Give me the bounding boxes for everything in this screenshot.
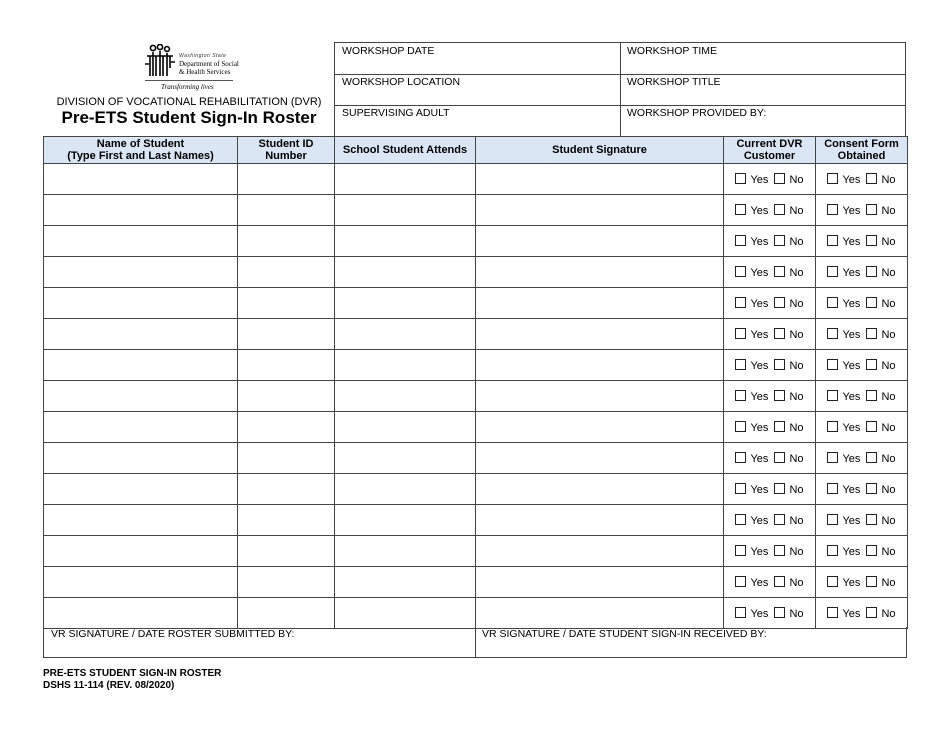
no-label: No xyxy=(881,576,896,589)
yes-checkbox[interactable] xyxy=(827,514,838,525)
yes-checkbox[interactable] xyxy=(735,266,746,277)
yes-checkbox[interactable] xyxy=(827,607,838,618)
no-checkbox[interactable] xyxy=(866,421,877,432)
yes-label: Yes xyxy=(842,607,861,620)
dvr-customer-choice xyxy=(724,567,816,598)
student-name-input[interactable] xyxy=(44,381,238,412)
signature-input[interactable] xyxy=(476,257,724,288)
no-checkbox[interactable] xyxy=(866,235,877,246)
consent-form-choice xyxy=(816,257,908,288)
yes-label: Yes xyxy=(750,266,769,279)
yes-label: Yes xyxy=(750,576,769,589)
table-row xyxy=(44,567,908,598)
school-input[interactable] xyxy=(335,195,476,226)
yes-label: Yes xyxy=(842,266,861,279)
logo-rule xyxy=(145,80,233,81)
signature-input[interactable] xyxy=(476,164,724,195)
yes-checkbox[interactable] xyxy=(735,545,746,556)
no-checkbox[interactable] xyxy=(866,607,877,618)
table-row xyxy=(44,381,908,412)
no-checkbox[interactable] xyxy=(774,514,785,525)
signature-input[interactable] xyxy=(476,598,724,629)
division-name: DIVISION OF VOCATIONAL REHABILITATION (DVR) xyxy=(56,96,322,108)
student-id-input[interactable] xyxy=(238,319,335,350)
consent-form-choice xyxy=(816,381,908,412)
yes-label: Yes xyxy=(842,173,861,186)
workshop-provided-by-field[interactable]: WORKSHOP PROVIDED BY: xyxy=(627,107,767,119)
col-header-student-id xyxy=(238,137,335,164)
no-label: No xyxy=(789,607,804,620)
signature-input[interactable] xyxy=(476,381,724,412)
col-header-dvr-customer xyxy=(724,137,816,164)
no-checkbox[interactable] xyxy=(774,452,785,463)
consent-form-choice xyxy=(816,195,908,226)
yes-label: Yes xyxy=(750,390,769,403)
col-header-dvr-line2: Customer xyxy=(743,150,796,162)
yes-checkbox[interactable] xyxy=(735,514,746,525)
student-id-input[interactable] xyxy=(238,505,335,536)
dvr-customer-choice xyxy=(724,474,816,505)
yes-checkbox[interactable] xyxy=(827,204,838,215)
dvr-customer-choice xyxy=(724,598,816,629)
logo-dept-2: & Health Services xyxy=(179,68,231,76)
dvr-customer-choice xyxy=(724,505,816,536)
school-input[interactable] xyxy=(335,443,476,474)
school-input[interactable] xyxy=(335,288,476,319)
table-row xyxy=(44,598,908,629)
no-checkbox[interactable] xyxy=(866,173,877,184)
table-row xyxy=(44,443,908,474)
no-checkbox[interactable] xyxy=(774,235,785,246)
no-label: No xyxy=(881,266,896,279)
dvr-customer-choice xyxy=(724,350,816,381)
student-id-input[interactable] xyxy=(238,474,335,505)
no-checkbox[interactable] xyxy=(866,545,877,556)
yes-checkbox[interactable] xyxy=(827,576,838,587)
yes-checkbox[interactable] xyxy=(735,235,746,246)
table-row xyxy=(44,319,908,350)
no-label: No xyxy=(789,483,804,496)
no-label: No xyxy=(789,359,804,372)
student-name-input[interactable] xyxy=(44,226,238,257)
yes-checkbox[interactable] xyxy=(735,483,746,494)
student-name-input[interactable] xyxy=(44,319,238,350)
no-checkbox[interactable] xyxy=(774,607,785,618)
signature-input[interactable] xyxy=(476,567,724,598)
yes-label: Yes xyxy=(750,514,769,527)
no-label: No xyxy=(789,545,804,558)
workshop-date-field[interactable]: WORKSHOP DATE xyxy=(342,45,435,57)
no-label: No xyxy=(789,328,804,341)
yes-label: Yes xyxy=(750,607,769,620)
table-header-row xyxy=(44,137,908,164)
col-header-id-line2: Number xyxy=(265,150,307,162)
student-name-input[interactable] xyxy=(44,350,238,381)
no-checkbox[interactable] xyxy=(866,390,877,401)
table-row xyxy=(44,195,908,226)
signature-input[interactable] xyxy=(476,474,724,505)
no-label: No xyxy=(789,204,804,217)
dvr-customer-choice xyxy=(724,257,816,288)
signature-input[interactable] xyxy=(476,536,724,567)
yes-label: Yes xyxy=(750,359,769,372)
yes-label: Yes xyxy=(842,390,861,403)
consent-form-choice xyxy=(816,226,908,257)
col-header-consent-line2: Obtained xyxy=(837,150,886,162)
no-label: No xyxy=(881,204,896,217)
no-label: No xyxy=(881,328,896,341)
form-identifier xyxy=(43,668,221,692)
no-checkbox[interactable] xyxy=(774,204,785,215)
yes-checkbox[interactable] xyxy=(735,359,746,370)
no-label: No xyxy=(881,235,896,248)
table-row xyxy=(44,474,908,505)
no-label: No xyxy=(881,514,896,527)
yes-checkbox[interactable] xyxy=(827,452,838,463)
yes-label: Yes xyxy=(842,328,861,341)
no-checkbox[interactable] xyxy=(866,297,877,308)
no-checkbox[interactable] xyxy=(866,483,877,494)
yes-checkbox[interactable] xyxy=(735,173,746,184)
col-header-dvr-line1: Current DVR xyxy=(736,138,803,150)
no-checkbox[interactable] xyxy=(866,452,877,463)
no-checkbox[interactable] xyxy=(866,576,877,587)
yes-checkbox[interactable] xyxy=(827,266,838,277)
no-label: No xyxy=(881,390,896,403)
student-id-input[interactable] xyxy=(238,412,335,443)
form-number: DSHS 11-114 (REV. 08/2020) xyxy=(43,680,175,691)
yes-label: Yes xyxy=(750,545,769,558)
dvr-customer-choice xyxy=(724,288,816,319)
no-checkbox[interactable] xyxy=(774,297,785,308)
dvr-customer-choice xyxy=(724,195,816,226)
signature-row xyxy=(43,627,907,658)
roster-table xyxy=(43,136,908,629)
yes-label: Yes xyxy=(842,421,861,434)
student-name-input[interactable] xyxy=(44,164,238,195)
table-row xyxy=(44,226,908,257)
col-header-name-line2: (Type First and Last Names) xyxy=(67,150,214,162)
yes-label: Yes xyxy=(842,297,861,310)
yes-label: Yes xyxy=(842,576,861,589)
no-checkbox[interactable] xyxy=(774,173,785,184)
yes-label: Yes xyxy=(750,297,769,310)
student-id-input[interactable] xyxy=(238,443,335,474)
yes-checkbox[interactable] xyxy=(735,607,746,618)
signature-input[interactable] xyxy=(476,350,724,381)
school-input[interactable] xyxy=(335,412,476,443)
col-header-signature xyxy=(476,137,724,164)
yes-label: Yes xyxy=(750,483,769,496)
school-input[interactable] xyxy=(335,164,476,195)
yes-label: Yes xyxy=(842,514,861,527)
workshop-location-field[interactable]: WORKSHOP LOCATION xyxy=(342,76,461,88)
no-label: No xyxy=(789,235,804,248)
no-checkbox[interactable] xyxy=(774,359,785,370)
dvr-customer-choice xyxy=(724,381,816,412)
no-checkbox[interactable] xyxy=(866,266,877,277)
consent-form-choice xyxy=(816,288,908,319)
no-label: No xyxy=(881,173,896,186)
no-checkbox[interactable] xyxy=(866,204,877,215)
no-checkbox[interactable] xyxy=(866,514,877,525)
signature-input[interactable] xyxy=(476,412,724,443)
yes-checkbox[interactable] xyxy=(827,545,838,556)
yes-label: Yes xyxy=(842,452,861,465)
yes-checkbox[interactable] xyxy=(735,576,746,587)
no-checkbox[interactable] xyxy=(774,545,785,556)
table-row xyxy=(44,257,908,288)
yes-label: Yes xyxy=(842,204,861,217)
no-label: No xyxy=(789,390,804,403)
no-label: No xyxy=(881,359,896,372)
yes-label: Yes xyxy=(842,235,861,248)
yes-label: Yes xyxy=(750,173,769,186)
no-checkbox[interactable] xyxy=(774,390,785,401)
table-row xyxy=(44,505,908,536)
yes-checkbox[interactable] xyxy=(827,421,838,432)
vr-submitted-field[interactable]: VR SIGNATURE / DATE ROSTER SUBMITTED BY: xyxy=(51,628,295,640)
student-name-input[interactable] xyxy=(44,443,238,474)
yes-checkbox[interactable] xyxy=(735,328,746,339)
school-input[interactable] xyxy=(335,598,476,629)
student-id-input[interactable] xyxy=(238,195,335,226)
roster-body xyxy=(44,164,908,629)
student-name-input[interactable] xyxy=(44,598,238,629)
no-label: No xyxy=(789,266,804,279)
dvr-customer-choice xyxy=(724,443,816,474)
student-id-input[interactable] xyxy=(238,598,335,629)
table-row xyxy=(44,288,908,319)
school-input[interactable] xyxy=(335,536,476,567)
no-label: No xyxy=(789,173,804,186)
supervising-adult-field[interactable]: SUPERVISING ADULT xyxy=(342,107,450,119)
no-label: No xyxy=(881,452,896,465)
no-label: No xyxy=(881,545,896,558)
yes-label: Yes xyxy=(750,421,769,434)
student-id-input[interactable] xyxy=(238,350,335,381)
table-row xyxy=(44,536,908,567)
student-name-input[interactable] xyxy=(44,412,238,443)
table-row xyxy=(44,350,908,381)
consent-form-choice xyxy=(816,164,908,195)
col-header-signature-label: Student Signature xyxy=(552,144,647,156)
signature-input[interactable] xyxy=(476,319,724,350)
no-label: No xyxy=(881,607,896,620)
school-input[interactable] xyxy=(335,350,476,381)
school-input[interactable] xyxy=(335,567,476,598)
no-checkbox[interactable] xyxy=(774,421,785,432)
no-label: No xyxy=(789,297,804,310)
consent-form-choice xyxy=(816,443,908,474)
yes-checkbox[interactable] xyxy=(735,297,746,308)
yes-checkbox[interactable] xyxy=(827,297,838,308)
no-label: No xyxy=(789,421,804,434)
yes-label: Yes xyxy=(750,328,769,341)
school-input[interactable] xyxy=(335,257,476,288)
no-label: No xyxy=(789,576,804,589)
col-header-consent-line1: Consent Form xyxy=(824,138,899,150)
school-input[interactable] xyxy=(335,474,476,505)
table-row xyxy=(44,412,908,443)
school-input[interactable] xyxy=(335,381,476,412)
no-label: No xyxy=(881,297,896,310)
workshop-info-box xyxy=(334,42,906,136)
dvr-customer-choice xyxy=(724,536,816,567)
no-label: No xyxy=(789,452,804,465)
col-header-school xyxy=(335,137,476,164)
student-id-input[interactable] xyxy=(238,257,335,288)
school-input[interactable] xyxy=(335,226,476,257)
dvr-customer-choice xyxy=(724,164,816,195)
yes-checkbox[interactable] xyxy=(827,483,838,494)
yes-checkbox[interactable] xyxy=(827,235,838,246)
student-name-input[interactable] xyxy=(44,505,238,536)
dvr-customer-choice xyxy=(724,412,816,443)
dvr-customer-choice xyxy=(724,319,816,350)
no-checkbox[interactable] xyxy=(774,483,785,494)
signature-input[interactable] xyxy=(476,288,724,319)
consent-form-choice xyxy=(816,567,908,598)
student-id-input[interactable] xyxy=(238,164,335,195)
yes-label: Yes xyxy=(750,235,769,248)
no-checkbox[interactable] xyxy=(774,328,785,339)
yes-label: Yes xyxy=(842,359,861,372)
no-checkbox[interactable] xyxy=(774,576,785,587)
yes-checkbox[interactable] xyxy=(827,328,838,339)
yes-label: Yes xyxy=(750,204,769,217)
consent-form-choice xyxy=(816,505,908,536)
student-name-input[interactable] xyxy=(44,474,238,505)
col-header-name-line1: Name of Student xyxy=(96,138,185,150)
no-checkbox[interactable] xyxy=(866,359,877,370)
workshop-time-field[interactable]: WORKSHOP TIME xyxy=(627,45,718,57)
yes-checkbox[interactable] xyxy=(735,452,746,463)
student-name-input[interactable] xyxy=(44,567,238,598)
workshop-title-field[interactable]: WORKSHOP TITLE xyxy=(627,76,721,88)
student-id-input[interactable] xyxy=(238,288,335,319)
no-label: No xyxy=(881,483,896,496)
no-label: No xyxy=(881,421,896,434)
yes-label: Yes xyxy=(842,545,861,558)
table-row xyxy=(44,164,908,195)
school-input[interactable] xyxy=(335,319,476,350)
student-id-input[interactable] xyxy=(238,567,335,598)
logo-tagline: Transforming lives xyxy=(161,83,214,91)
form-name: PRE-ETS STUDENT SIGN-IN ROSTER xyxy=(43,668,222,679)
student-name-input[interactable] xyxy=(44,536,238,567)
logo-state: Washington State xyxy=(179,53,227,59)
no-checkbox[interactable] xyxy=(774,266,785,277)
consent-form-choice xyxy=(816,474,908,505)
dshs-logo xyxy=(143,44,239,94)
vr-received-field[interactable]: VR SIGNATURE / DATE STUDENT SIGN-IN RECEIVED BY: xyxy=(482,628,767,640)
signature-input[interactable] xyxy=(476,195,724,226)
consent-form-choice xyxy=(816,350,908,381)
no-label: No xyxy=(789,514,804,527)
page-title: Pre-ETS Student Sign-In Roster xyxy=(61,108,317,127)
yes-checkbox[interactable] xyxy=(827,390,838,401)
signature-input[interactable] xyxy=(476,505,724,536)
consent-form-choice xyxy=(816,319,908,350)
consent-form-choice xyxy=(816,412,908,443)
yes-checkbox[interactable] xyxy=(735,421,746,432)
yes-checkbox[interactable] xyxy=(827,173,838,184)
dvr-customer-choice xyxy=(724,226,816,257)
col-header-name xyxy=(44,137,238,164)
student-name-input[interactable] xyxy=(44,257,238,288)
student-id-input[interactable] xyxy=(238,381,335,412)
school-input[interactable] xyxy=(335,505,476,536)
consent-form-choice xyxy=(816,536,908,567)
signature-input[interactable] xyxy=(476,443,724,474)
yes-checkbox[interactable] xyxy=(735,204,746,215)
yes-label: Yes xyxy=(750,452,769,465)
col-header-id-line1: Student ID xyxy=(258,138,314,150)
signature-input[interactable] xyxy=(476,226,724,257)
student-name-input[interactable] xyxy=(44,288,238,319)
consent-form-choice xyxy=(816,598,908,629)
student-id-input[interactable] xyxy=(238,226,335,257)
col-header-school-label: School Student Attends xyxy=(342,144,468,156)
yes-label: Yes xyxy=(842,483,861,496)
col-header-consent xyxy=(816,137,908,164)
no-checkbox[interactable] xyxy=(866,328,877,339)
logo-dept: Department of Social xyxy=(179,60,239,68)
yes-checkbox[interactable] xyxy=(827,359,838,370)
student-id-input[interactable] xyxy=(238,536,335,567)
yes-checkbox[interactable] xyxy=(735,390,746,401)
dshs-figures-icon xyxy=(143,44,177,78)
student-name-input[interactable] xyxy=(44,195,238,226)
